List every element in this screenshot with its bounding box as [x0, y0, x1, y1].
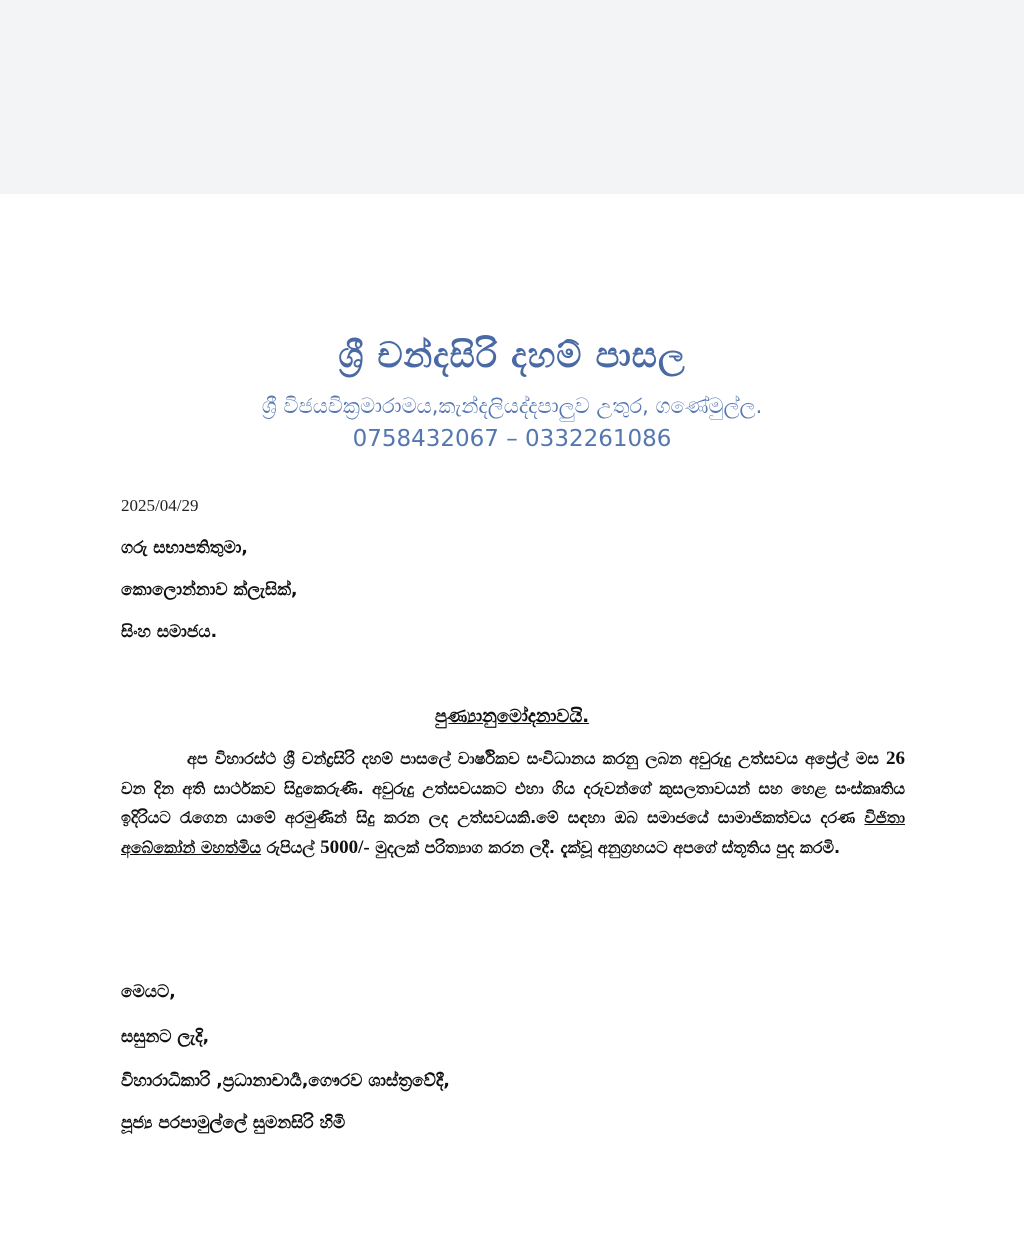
school-phones: 0758432067 – 0332261086: [352, 426, 672, 452]
body-amount: 5000/-: [320, 836, 370, 858]
closing-line-4: පූජ්‍ය පරපාමුල්ලේ සුමනසිරි හිමි: [121, 1113, 346, 1133]
body-part-3: රුපියල්: [261, 837, 321, 857]
body-part-4: මුදලක් පරිත්‍යාග කරන ලදී. දැක්වූ අනුග්‍රහයට අපගේ ස්තූතිය පුද කරමි.: [369, 837, 841, 857]
letter-date: 2025/04/29: [121, 496, 199, 515]
school-name: ශ්‍රී චන්දසිරි දහම් පාසල: [338, 336, 686, 376]
closing-line-3: විහාරාධිකාරි ,ප්‍රධානාචාර්‍ය,ගෞරව ශාස්ත්‍රවේදී,: [121, 1071, 450, 1091]
addressee-line-1: ගරු සභාපතිතුමා,: [121, 538, 248, 558]
body-part-1: අප විහාරස්ථ ශ්‍රී චන්ද්‍රසිරි දහම් පාසලේ වාර්ෂිකව සංවිධානය කරනු ලබන අවුරුදු උත්සවය අප්‍රේල් මස: [187, 749, 886, 768]
top-band: [0, 0, 1024, 194]
closing-line-1: මෙයට,: [121, 982, 176, 1002]
closing-line-2: සසුනට ලැදි,: [121, 1027, 210, 1047]
addressee-line-2: කොලොන්නාව ක්ලැසික්,: [121, 580, 298, 600]
addressee-line-3: සිංහ සමාජය.: [121, 622, 218, 642]
body-part-2: වන දින අති සාර්ථකව සිදුකෙරුණි. අවුරුදු උත්සවයකට එහා ගිය දරුවන්ගේ කුසලතාවයන් සහ හෙළ සංස්කෘතිය ඉදිරියට රැගෙන යාමේ අරමුණින් සිදු කරන ලද උත්සවයකි.මේ සඳහා ඔබ සමාජයේ සාමාජිකත්වය දරණ: [121, 778, 905, 827]
letter-body: [121, 744, 905, 862]
school-address: ශ්‍රී විජයවික්‍රමාරාමය,කැන්දලියද්දපාලුව උතුර, ගණේමුල්ල.: [261, 394, 763, 418]
letter-subject: පුණ්‍යානුමෝදනාවයි.: [434, 706, 590, 727]
body-donor-name: විජිතා අබේකෝන් මහත්මිය: [121, 808, 905, 857]
body-day: 26: [886, 748, 905, 769]
